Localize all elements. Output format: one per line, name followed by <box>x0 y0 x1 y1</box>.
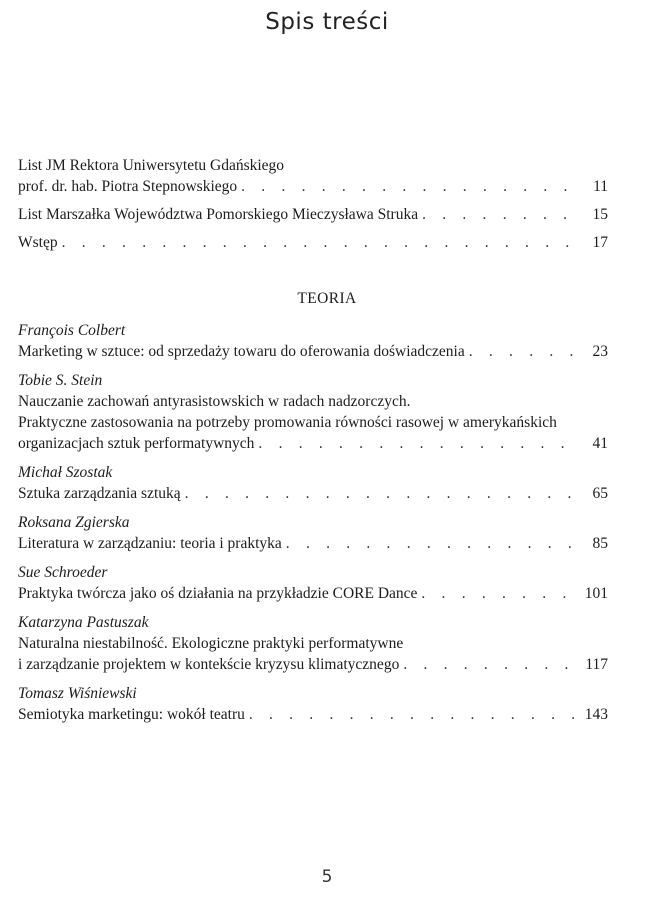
dot-leader <box>62 233 574 253</box>
toc-entry-title: prof. dr. hab. Piotra Stepnowskiego <box>18 178 238 195</box>
toc-entry-title: organizacjach sztuk performatywnych <box>18 435 255 452</box>
page-number: 5 <box>321 867 333 887</box>
toc-page-number: 11 <box>593 178 608 195</box>
toc-entry-title: Marketing w sztuce: od sprzedaży towaru do oferowania doświadczenia <box>18 343 465 360</box>
toc-page-number: 143 <box>584 706 608 723</box>
dot-leader <box>421 584 574 604</box>
toc-entry-pastuszak-line1 <box>18 634 608 654</box>
dot-leader <box>258 434 574 454</box>
toc-entry-stein-line2 <box>18 413 608 433</box>
toc-author: Michał Szostak <box>18 464 113 481</box>
toc-page-number: 85 <box>592 535 608 552</box>
dot-leader <box>249 705 574 725</box>
toc-author: Tobie S. Stein <box>18 372 103 389</box>
toc-entry-wstep <box>18 233 608 253</box>
toc-author: Sue Schroeder <box>18 564 108 581</box>
toc-entry-title: List JM Rektora Uniwersytetu Gdańskiego <box>18 157 285 174</box>
toc-entry-title: Naturalna niestabilność. Ekologiczne praktyki performatywne <box>18 635 404 652</box>
toc-author: François Colbert <box>18 322 126 339</box>
dot-leader <box>422 205 574 225</box>
page-title: Spis treści <box>265 9 389 35</box>
toc-entry-stein-line1 <box>18 392 608 412</box>
toc-page-number: 41 <box>592 435 608 452</box>
toc-entry-title: Semiotyka marketingu: wokół teatru <box>18 706 245 723</box>
toc-entry-marszalek <box>18 205 608 225</box>
toc-entry-title: Praktyka twórcza jako oś działania na przykładzie CORE Dance <box>18 585 418 602</box>
toc-page-number: 117 <box>585 656 608 673</box>
toc-entry-title: i zarządzanie projektem w kontekście kryzysu klimatycznego <box>18 656 400 673</box>
toc-page-number: 17 <box>592 234 608 251</box>
toc-entry-schroeder <box>18 584 608 604</box>
toc-entry-title: Sztuka zarządzania sztuką <box>18 485 181 502</box>
toc-entry-pastuszak <box>18 655 608 675</box>
toc-entry-rektor-line1 <box>18 156 608 176</box>
toc-entry-title: Nauczanie zachowań antyrasistowskich w radach nadzorczych. <box>18 393 411 410</box>
dot-leader <box>185 484 574 504</box>
dot-leader <box>469 342 574 362</box>
toc-author: Roksana Zgierska <box>18 514 130 531</box>
toc-entry-zgierska <box>18 534 608 554</box>
toc-page-number: 15 <box>592 206 608 223</box>
toc-entry-title: Praktyczne zastosowania na potrzeby promowania równości rasowej w amerykańskich <box>18 414 557 431</box>
dot-leader <box>286 534 574 554</box>
toc-author: Tomasz Wiśniewski <box>18 685 137 702</box>
toc-entry-title: Literatura w zarządzaniu: teoria i praktyka <box>18 535 282 552</box>
toc-page-number: 101 <box>584 585 608 602</box>
toc-entry-stein <box>18 434 608 454</box>
toc-entry-title: List Marszałka Województwa Pomorskiego Mieczysława Struka <box>18 206 419 223</box>
toc-page-number: 23 <box>592 343 608 360</box>
toc-entry-rektor <box>18 177 608 197</box>
dot-leader <box>403 655 574 675</box>
dot-leader <box>241 177 574 197</box>
toc-entry-wisniewski <box>18 705 608 725</box>
toc-entry-szostak <box>18 484 608 504</box>
toc-entry-title: Wstęp <box>18 234 58 251</box>
toc-page-number: 65 <box>592 485 608 502</box>
section-heading: TEORIA <box>297 290 357 307</box>
toc-entry-colbert <box>18 342 608 362</box>
toc-author: Katarzyna Pastuszak <box>18 614 149 631</box>
